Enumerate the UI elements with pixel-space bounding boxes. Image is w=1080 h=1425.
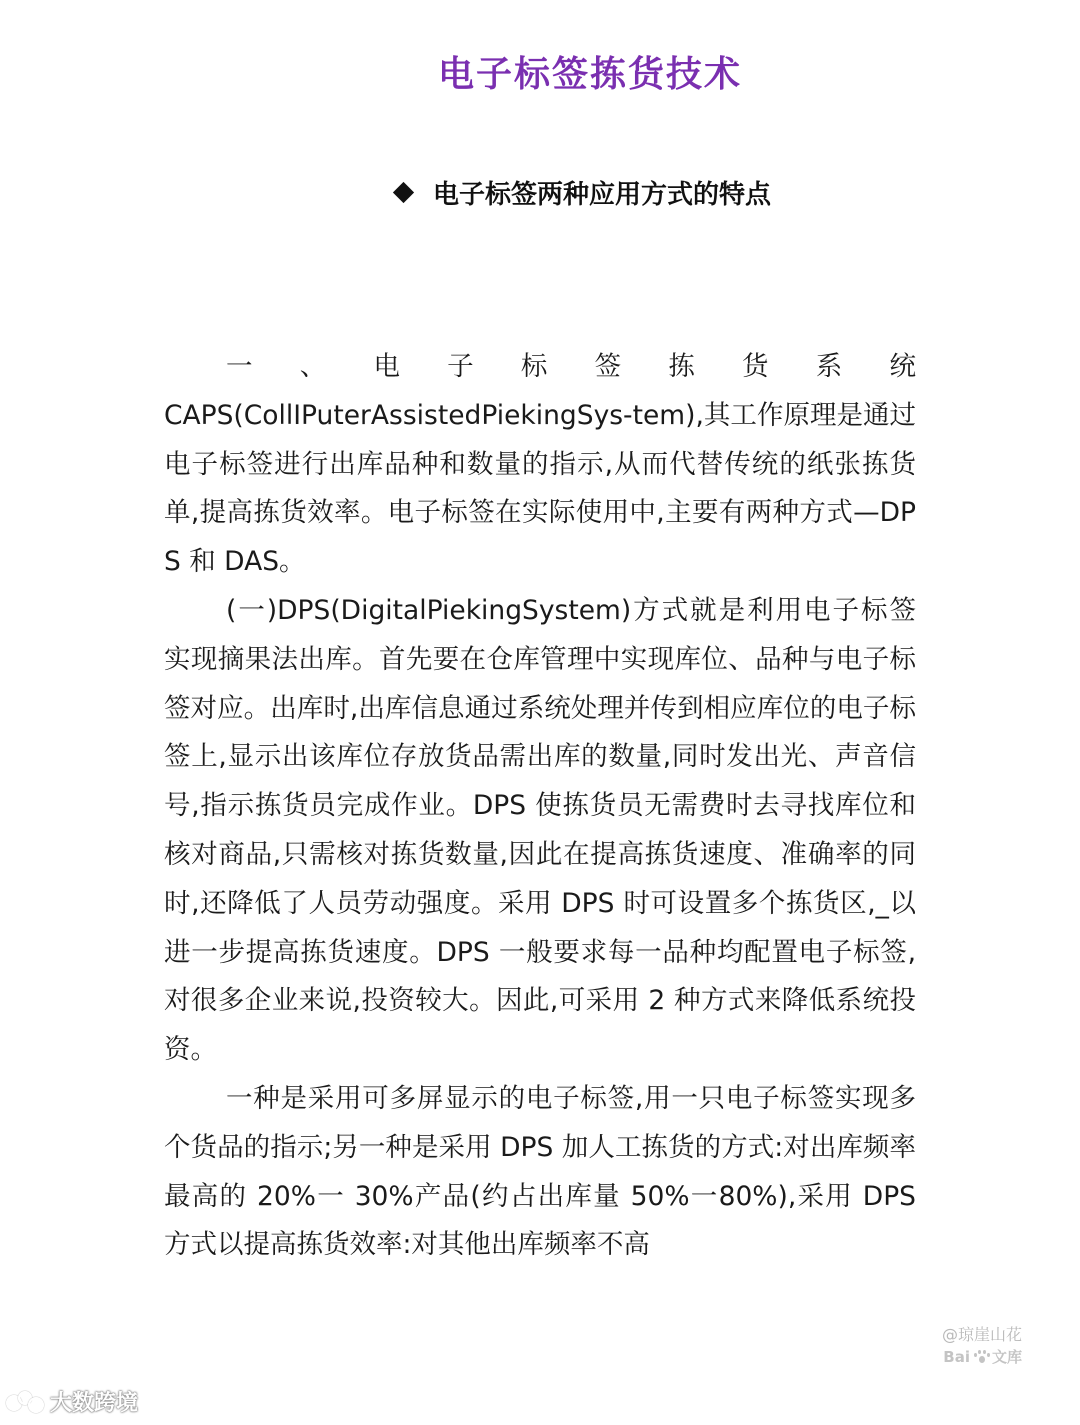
baidu-paw-icon — [973, 1350, 989, 1364]
baidu-wenku-watermark — [943, 1346, 1022, 1367]
document-body — [164, 343, 916, 1270]
spread-char: 一 — [226, 351, 253, 382]
spread-char: 统 — [889, 351, 916, 382]
section-heading-text: 电子标签两种应用方式的特点 — [433, 180, 772, 210]
corner-watermark-text: 大数跨境 — [50, 1391, 139, 1416]
baidu-text-right: 文库 — [991, 1348, 1022, 1366]
corner-logo-icon — [6, 1391, 46, 1413]
spread-char: 货 — [742, 351, 769, 382]
paragraph-alternatives: 一种是采用可多屏显示的电子标签,用一只电子标签实现多个货品的指示;另一种是采用 DPS 加人工拣货的方式:对出库频率最高的 20%一 30%产品(约占出库量 50%一80%),采用 DPS 方式以提高拣货效率:对其他出库频率不高 — [164, 1082, 916, 1261]
baidu-text-left: Bai — [943, 1347, 970, 1366]
paragraph-dps: (一)DPS(DigitalPiekingSystem)方式就是利用电子标签实现摘果法出库。首先要在仓库管理中实现库位、品种与电子标签对应。出库时,出库信息通过系统处理并传到相应库位的电子标签上,显示出该库位存放货品需出库的数量,同时发出光、声音信号,指示拣货员完成作业。DPS 使拣货员无需费时去寻找库位和核对商品,只需核对拣货数量,因此在提高拣货速度、准确率的同时,还降低了人员劳动强度。采用 DPS 时可设置多个拣货区,_以进一步提高拣货速度。DPS 一般要求每一品种均配置电子标签,对很多企业来说,投资较大。因此,可采用 2 种方式来降低系统投资。 — [164, 594, 916, 1066]
first-line-spread — [164, 343, 916, 392]
spread-char: 系 — [815, 351, 843, 382]
paragraph-caps: CAPS(CollIPuterAssistedPiekingSys-tem),其工作原理是通过电子标签进行出库品种和数量的指示,从而代替传统的纸张拣货单,提高拣货效率。电子标签在实际使用中,主要有两种方式—DPS 和 DAS。 — [164, 399, 916, 578]
spread-char: 、 — [299, 351, 327, 382]
diamond-bullet-icon — [393, 182, 414, 203]
user-watermark: @琼崖山花 — [941, 1325, 1022, 1344]
spread-char: 子 — [447, 351, 474, 382]
document-title: 电子标签拣货技术 — [437, 54, 742, 95]
section-heading — [392, 174, 771, 211]
spread-char: 签 — [594, 351, 622, 382]
spread-char: 电 — [373, 351, 400, 382]
corner-watermark — [6, 1386, 138, 1417]
spread-char: 标 — [520, 351, 548, 382]
spread-char: 拣 — [668, 351, 695, 382]
